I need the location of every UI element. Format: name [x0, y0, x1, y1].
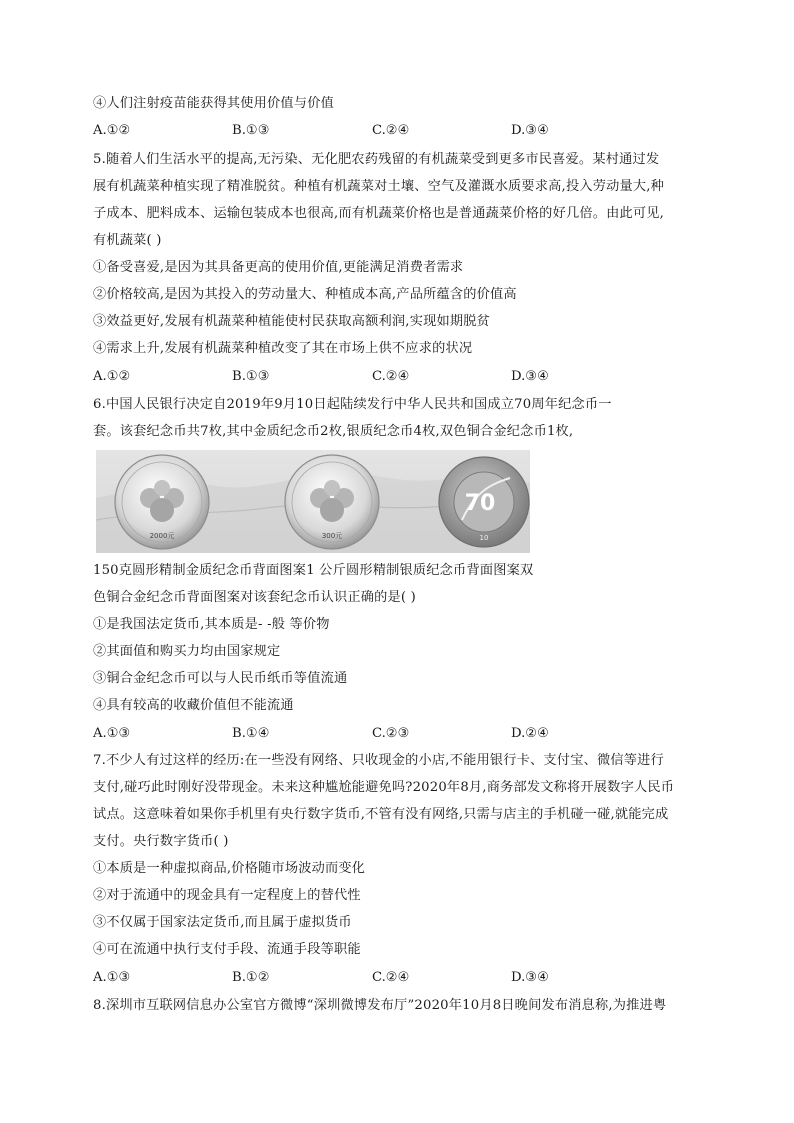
q7-stem-line-2: 支付,碰巧此时刚好没带现金。未来这种尴尬能避免吗?2020年8月,商务部发文称将开展数字人民币	[93, 780, 675, 795]
q5-statement-2: ②价格较高,是因为其投入的劳动量大、种植成本高,产品所蕴含的价值高	[93, 287, 517, 302]
q7-statement-2: ②对于流通中的现金具有一定程度上的替代性	[93, 888, 361, 903]
q7-option-a: A.①③	[93, 970, 131, 985]
q7-option-c: C.②④	[372, 970, 410, 985]
q6-answer-options	[93, 724, 713, 744]
q6-statement-4: ④具有较高的收藏价值但不能流通	[93, 698, 294, 713]
q6-statement-2: ②其面值和购买力均由国家规定	[93, 644, 281, 659]
q5-stem-line-3: 子成本、肥料成本、运输包装成本也很高,而有机蔬菜价格也是普通蔬菜价格的好几倍。由此可见,	[93, 206, 665, 221]
q4-option-d: D.③④	[511, 123, 549, 138]
bimetal-coin-numeral: 70	[464, 491, 496, 516]
q5-statement-3: ③效益更好,发展有机蔬菜种植能使村民获取高额利润,实现如期脱贫	[93, 314, 491, 329]
q5-answer-options	[93, 367, 713, 387]
q6-stem-line-2: 套。该套纪念币共7枚,其中金质纪念币2枚,银质纪念币4枚,双色铜合金纪念币1枚,	[93, 424, 574, 439]
q7-statement-4: ④可在流通中执行支付手段、流通手段等职能	[93, 942, 361, 957]
q7-statement-3: ③不仅属于国家法定货币,而且属于虚拟货币	[93, 915, 352, 930]
commemorative-coins-image	[96, 450, 530, 553]
q6-option-b: B.①④	[232, 726, 270, 741]
q6-stem-line-1: 6.中国人民银行决定自2019年9月10日起陆续发行中华人民共和国成立70周年纪念币一	[93, 397, 612, 412]
q4-option-c: C.②④	[372, 123, 410, 138]
q7-option-b: B.①②	[232, 970, 270, 985]
q4-option-b: B.①③	[232, 123, 270, 138]
silver-coin	[285, 455, 379, 549]
bimetal-coin	[439, 457, 529, 547]
q7-statement-1: ①本质是一种虚拟商品,价格随市场波动而变化	[93, 861, 366, 876]
q5-option-a: A.①②	[93, 369, 131, 384]
q6-image-caption-2: 色铜合金纪念币背面图案对该套纪念币认识正确的是( )	[93, 590, 416, 605]
q5-option-c: C.②④	[372, 369, 410, 384]
q5-stem-line-2: 展有机蔬菜种植实现了精准脱贫。种植有机蔬菜对土壤、空气及灌溉水质要求高,投入劳动量大,种	[93, 179, 665, 194]
gold-coin-denomination: 2000元	[149, 532, 175, 540]
q7-answer-options	[93, 968, 713, 988]
silver-coin-denomination: 300元	[321, 532, 343, 540]
q7-stem-line-3: 试点。这意味着如果你手机里有央行数字货币,不管有没有网络,只需与店主的手机碰一碰,就能完成	[93, 807, 669, 822]
q7-stem-line-1: 7.不少人有过这样的经历:在一些没有网络、只收现金的小店,不能用银行卡、支付宝、微信等进行	[93, 753, 664, 768]
q6-option-a: A.①③	[93, 726, 131, 741]
q8-stem-line-1: 8.深圳市互联网信息办公室官方微博“深圳微博发布厅”2020年10月8日晚间发布消息称,为推进粤	[93, 998, 667, 1013]
gold-coin	[115, 455, 209, 549]
q6-statement-3: ③铜合金纪念币可以与人民币纸币等值流通	[93, 671, 348, 686]
q5-statement-4: ④需求上升,发展有机蔬菜种植改变了其在市场上供不应求的状况	[93, 341, 473, 356]
q6-option-d: D.②④	[511, 726, 549, 741]
q4-option-a: A.①②	[93, 123, 131, 138]
q4-option-4-statement: ④人们注射疫苗能获得其使用价值与价值	[93, 96, 334, 111]
q6-image-caption-1: 150克圆形精制金质纪念币背面图案1 公斤圆形精制银质纪念币背面图案双	[93, 563, 534, 578]
q6-option-c: C.②③	[372, 726, 410, 741]
q7-option-d: D.③④	[511, 970, 549, 985]
q6-statement-1: ①是我国法定货币,其本质是- -般 等价物	[93, 617, 330, 632]
q5-statement-1: ①备受喜爱,是因为其具备更高的使用价值,更能满足消费者需求	[93, 260, 464, 275]
q5-stem-line-1: 5.随着人们生活水平的提高,无污染、无化肥农药残留的有机蔬菜受到更多市民喜爱。某村通过发	[93, 152, 660, 167]
q5-option-d: D.③④	[511, 369, 549, 384]
q7-stem-line-4: 支付。央行数字货币( )	[93, 834, 229, 849]
q5-stem-line-4: 有机蔬菜( )	[93, 233, 162, 248]
q5-option-b: B.①③	[232, 369, 270, 384]
q4-answer-options	[93, 121, 713, 141]
bimetal-coin-denomination: 10	[479, 534, 489, 542]
